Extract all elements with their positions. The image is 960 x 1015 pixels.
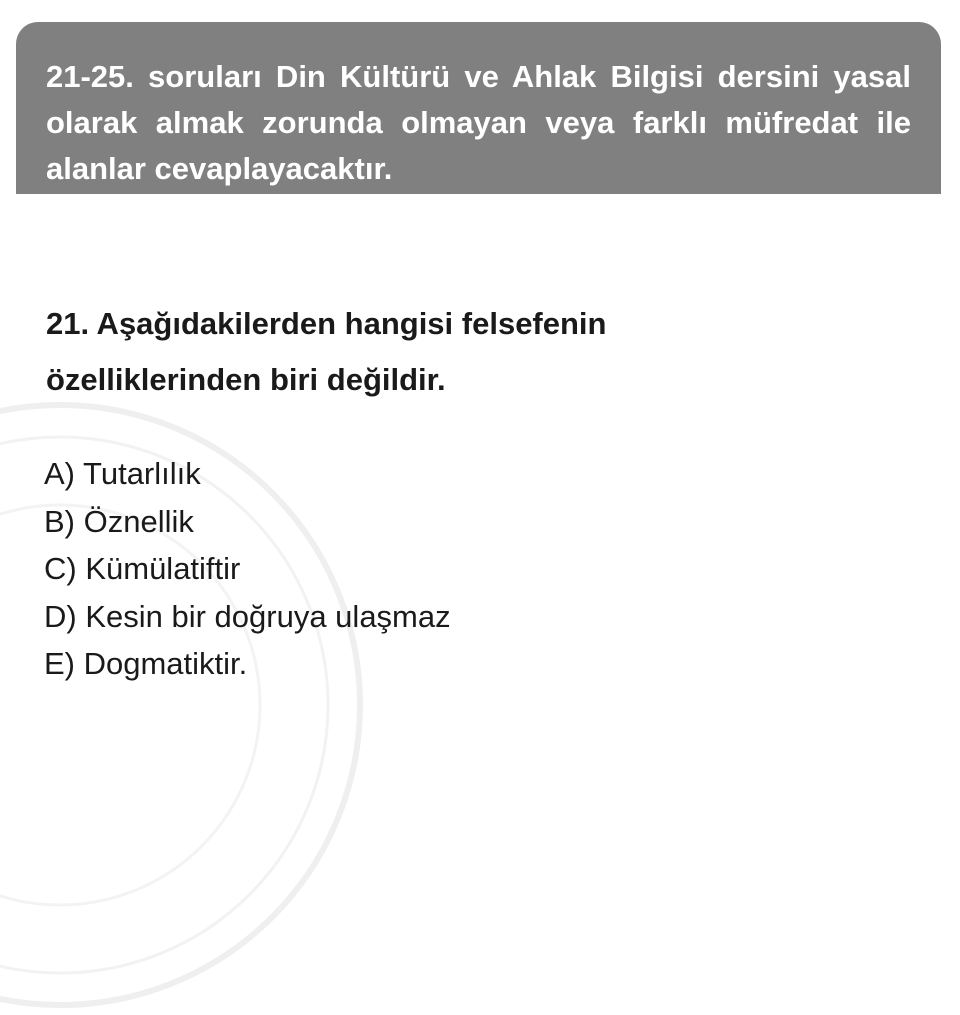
option-c[interactable]: C) Kümülatiftir [44, 551, 241, 586]
question-line-1: 21. Aşağıdakilerden hangisi felsefenin [46, 306, 607, 341]
question-line-2: özelliklerinden biri değildir. [46, 362, 446, 397]
instruction-banner [16, 22, 941, 194]
question-text [46, 296, 826, 408]
option-e[interactable]: E) Dogmatiktir. [44, 646, 248, 681]
answer-options [44, 450, 451, 688]
option-a[interactable]: A) Tutarlılık [44, 456, 201, 491]
option-d[interactable]: D) Kesin bir doğruya ulaşmaz [44, 598, 451, 634]
instruction-text: 21-25. soruları Din Kültürü ve Ahlak Bilgisi dersini yasal olarak almak zorunda olmayan veya farklı müfredat ile alanlar cevaplayacaktır. [46, 59, 911, 186]
option-b[interactable]: B) Öznellik [44, 503, 194, 539]
